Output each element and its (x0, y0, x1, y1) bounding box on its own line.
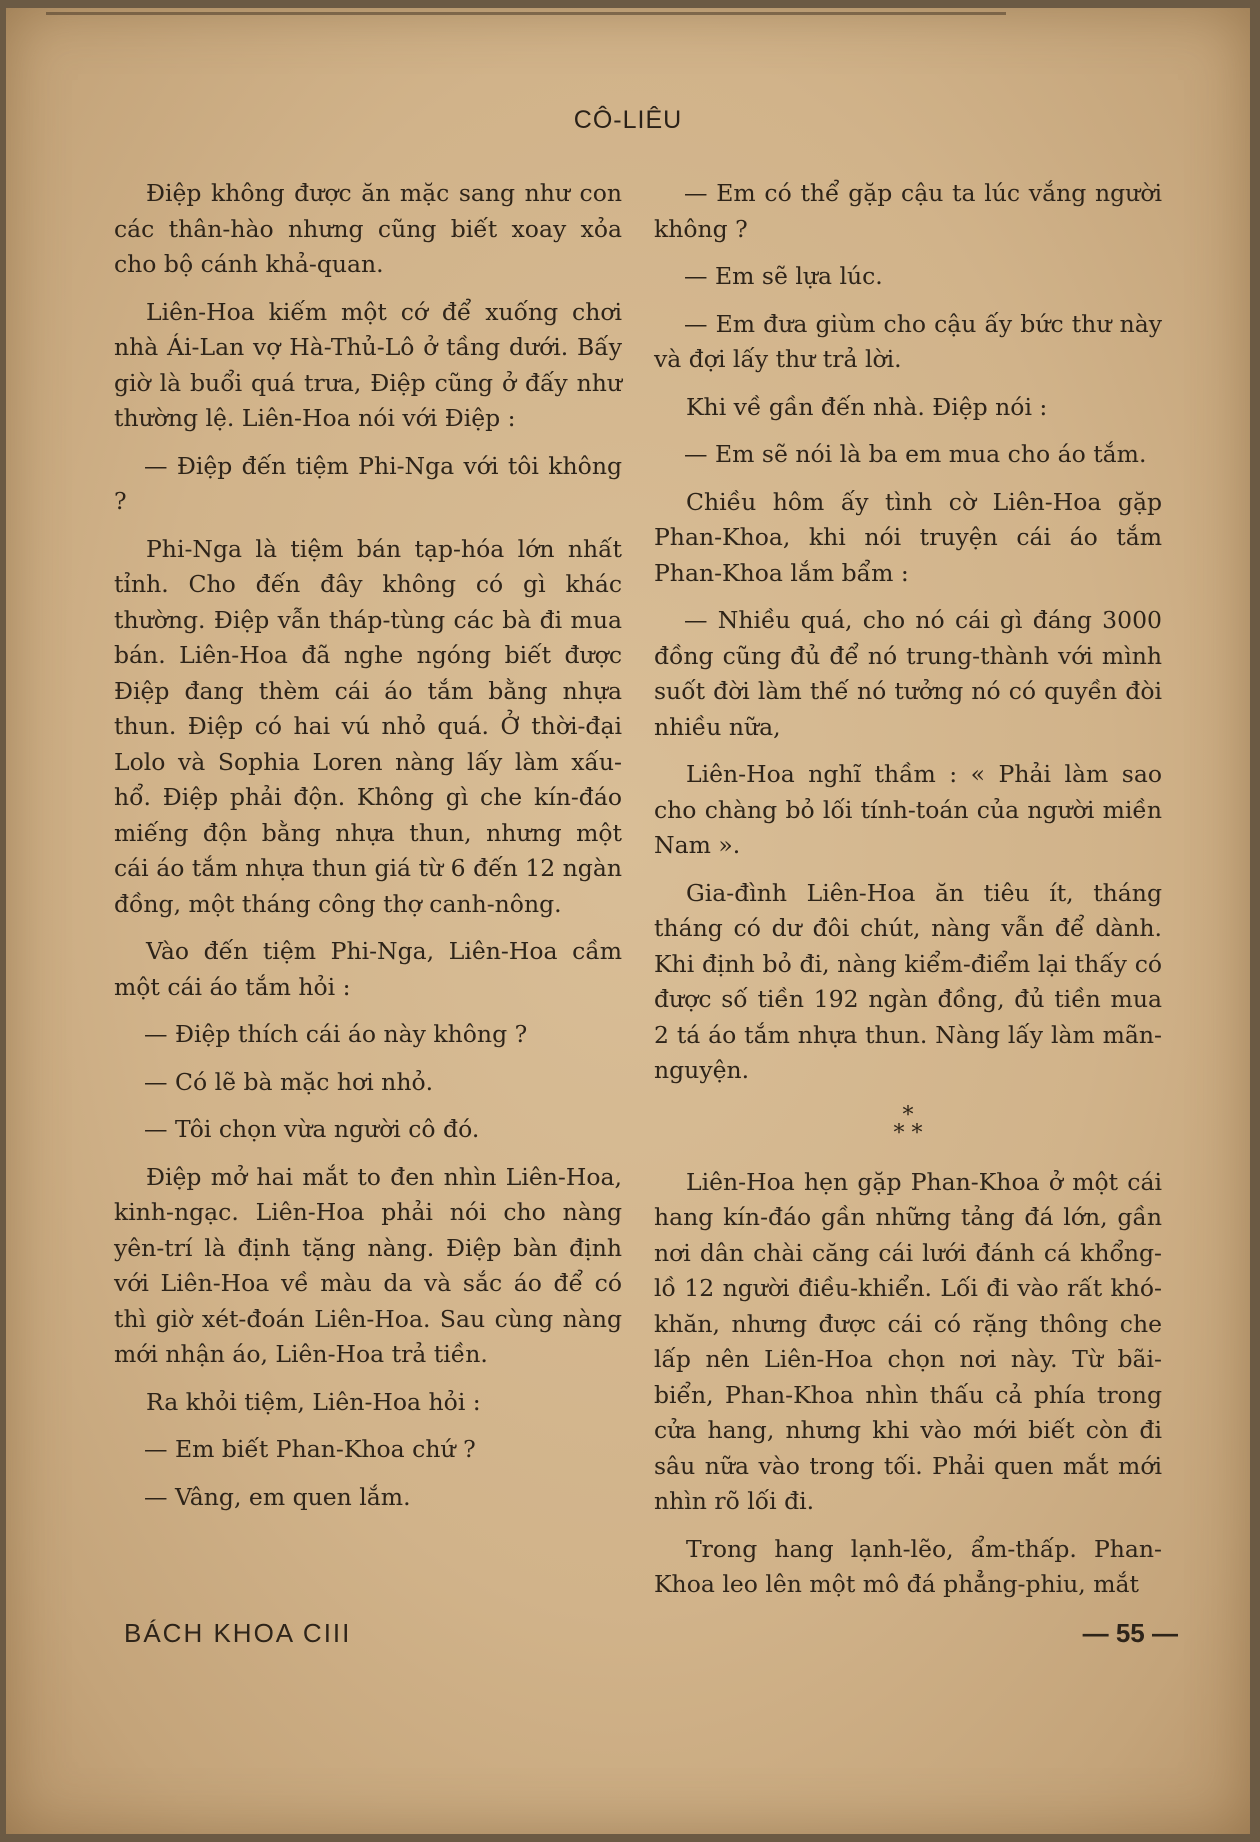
paragraph: — Tôi chọn vừa người cô đó. (144, 1115, 480, 1143)
paragraph: Vào đến tiệm Phi-Nga, Liên-Hoa cầm một cái áo tắm hỏi : (114, 937, 622, 1001)
page-number: — 55 — (1082, 1618, 1178, 1648)
paragraph: — Vâng, em quen lắm. (144, 1482, 411, 1511)
paragraph: Trong hang lạnh-lẽo, ẩm-thấp. Phan-Khoa leo lên một mô đá phẳng-phiu, mắt (654, 1534, 1162, 1598)
paragraph: Liên-Hoa kiếm một cớ để xuống chơi nhà Ái-Lan vợ Hà-Thủ-Lô ở tầng dưới. Bấy giờ là buổi quá trưa, Điệp cũng ở đấy như thường lệ. Liên-Hoa nói với Điệp : (114, 297, 622, 432)
paragraph: Ra khỏi tiệm, Liên-Hoa hỏi : (146, 1387, 481, 1416)
paragraph: Gia-đình Liên-Hoa ăn tiêu ít, tháng tháng có dư đôi chút, nàng vẫn để dành. Khi định bỏ đi, nàng kiểm-điểm lại thấy có được số tiền 192 ngàn đồng, đủ tiền mua 2 tá áo tắm nhựa thun. Nàng lấy làm mãn-nguyện. (654, 878, 1162, 1084)
paragraph: Liên-Hoa hẹn gặp Phan-Khoa ở một cái hang kín-đáo gần những tảng đá lớn, gần nơi dân chài căng cái lưới đánh cá khổng-lồ 12 người điều-khiển. Lối đi vào rất khó-khăn, nhưng được cái có rặng thông che lấp nên Liên-Hoa chọn nơi này. Từ bãi-biển, Phan-Khoa nhìn thấu cả phía trong cửa hang, nhưng khi vào mới biết còn đi sâu nữa vào trong tối. Phải quen mắt mới nhìn rõ lối đi. (654, 1167, 1162, 1515)
paragraph: — Em sẽ lựa lúc. (684, 262, 883, 290)
paragraph: — Em có thể gặp cậu ta lúc vắng người không ? (654, 179, 1162, 243)
paragraph: Liên-Hoa nghĩ thầm : « Phải làm sao cho chàng bỏ lối tính-toán của người miền Nam ». (654, 760, 1162, 859)
paragraph: Phi-Nga là tiệm bán tạp-hóa lớn nhất tỉnh. Cho đến đây không có gì khác thường. Điệp vẫn tháp-tùng các bà đi mua bán. Liên-Hoa đã nghe ngóng biết được Điệp đang thèm cái áo tắm bằng nhựa thun. Điệp có hai vú nhỏ quá. Ở thời-đại Lolo và Sophia Loren nàng lấy làm xấu-hổ. Điệp phải độn. Không gì che kín-đáo miếng độn bằng nhựa thun, nhưng một cái áo tắm nhựa thun giá từ 6 đến 12 ngàn đồng, một tháng công thợ canh-nông. (114, 534, 622, 918)
right-column (654, 176, 1162, 1615)
paragraph: Điệp không được ăn mặc sang như con các thân-hào nhưng cũng biết xoay xỏa cho bộ cánh khả-quan. (114, 179, 622, 278)
page (6, 8, 1250, 1834)
paragraph: — Em sẽ nói là ba em mua cho áo tắm. (684, 440, 1147, 468)
top-rule (46, 12, 1006, 15)
paragraph: — Điệp thích cái áo này không ? (144, 1020, 528, 1048)
left-column (114, 176, 622, 1527)
right-column-bottom (654, 1165, 1162, 1603)
page-title: CÔ-LIÊU (573, 106, 683, 134)
paragraph: Khi về gần đến nhà. Điệp nói : (686, 392, 1048, 421)
magazine-name: BÁCH KHOA CIII (124, 1618, 352, 1648)
paragraph: — Em đưa giùm cho cậu ấy bức thư này và đợi lấy thư trả lời. (654, 309, 1162, 373)
paragraph: Chiều hôm ấy tình cờ Liên-Hoa gặp Phan-Khoa, khi nói truyện cái áo tắm Phan-Khoa lắm bẩm : (654, 487, 1162, 587)
right-column-top (654, 176, 1162, 1089)
paragraph: — Nhiều quá, cho nó cái gì đáng 3000 đồng cũng đủ để nó trung-thành với mình suốt đời làm thế nó tưởng nó có quyền đòi nhiều nữa, (654, 606, 1162, 741)
paragraph: — Có lẽ bà mặc hơi nhỏ. (144, 1067, 434, 1096)
paragraph: Điệp mở hai mắt to đen nhìn Liên-Hoa, kinh-ngạc. Liên-Hoa phải nói cho nàng yên-trí là định tặng nàng. Điệp bàn định với Liên-Hoa về màu da và sắc áo để có thì giờ xét-đoán Liên-Hoa. Sau cùng nàng mới nhận áo, Liên-Hoa trả tiền. (114, 1162, 622, 1368)
section-separator: * * * (893, 1102, 923, 1146)
paragraph: — Em biết Phan-Khoa chứ ? (144, 1435, 476, 1463)
paragraph: — Điệp đến tiệm Phi-Nga với tôi không ? (114, 451, 622, 515)
